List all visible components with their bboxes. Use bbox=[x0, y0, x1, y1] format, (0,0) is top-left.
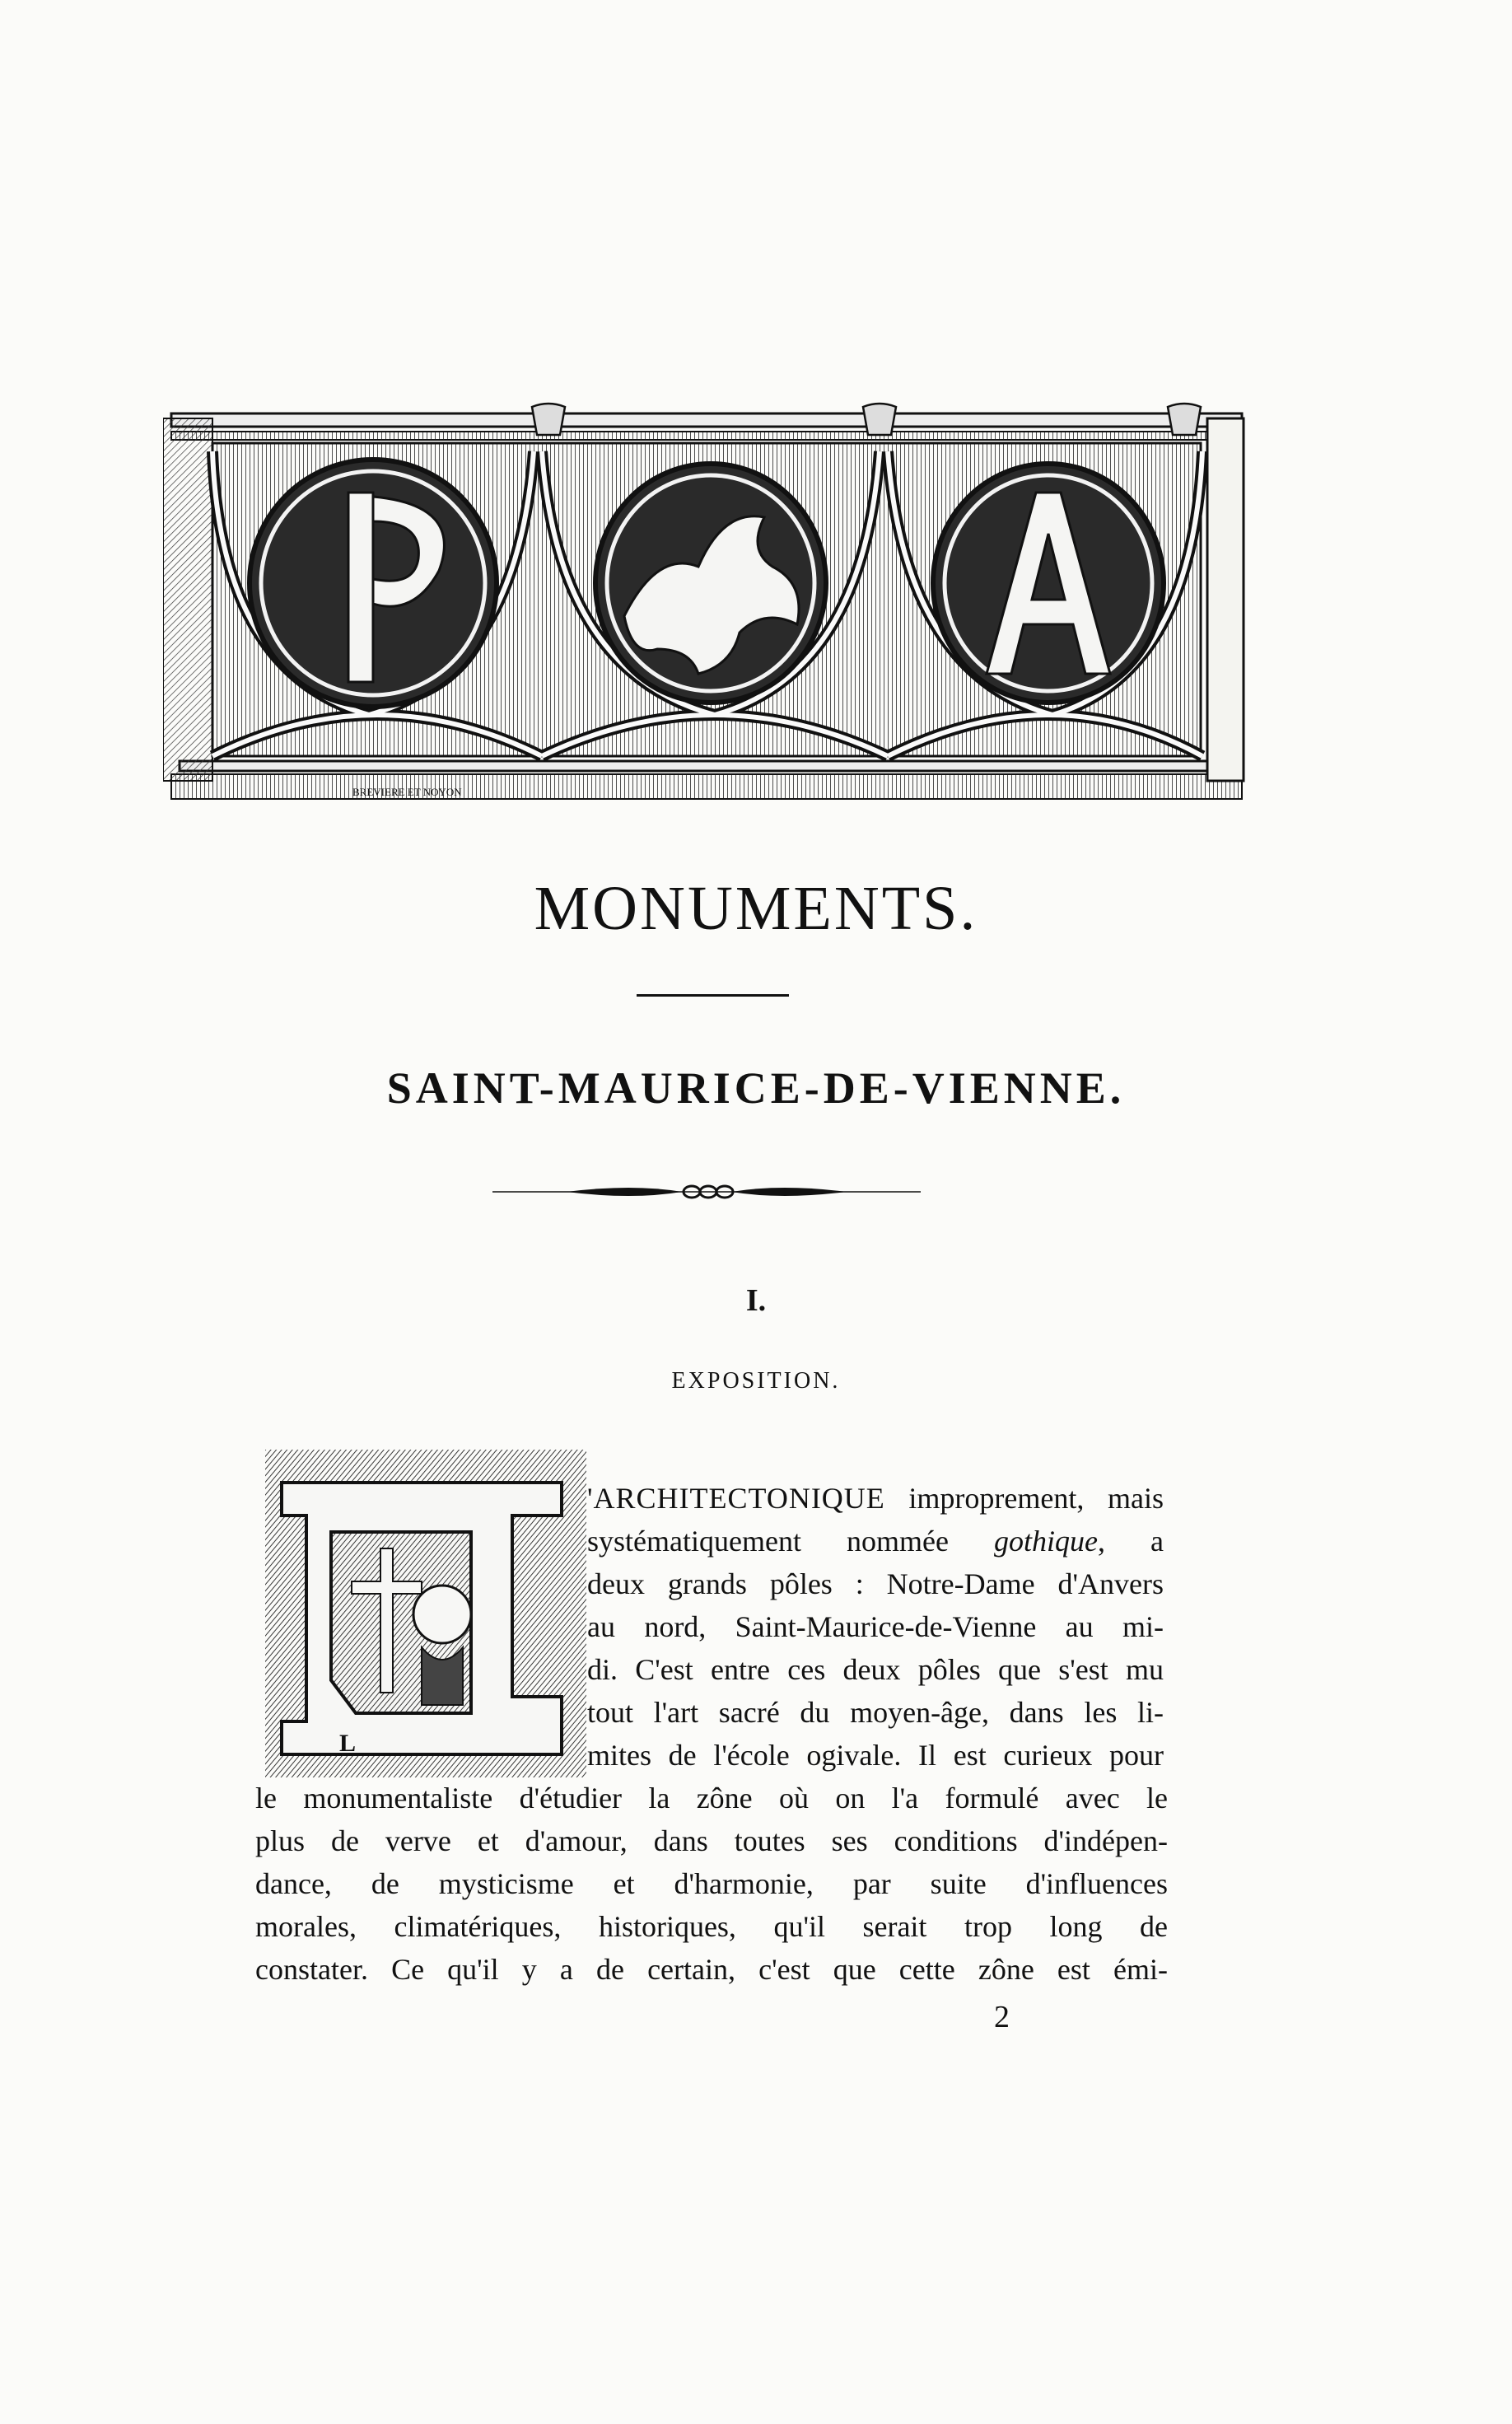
body-line-1 bbox=[587, 1477, 1164, 1520]
gothic-balustrade-engraving bbox=[163, 402, 1250, 812]
body-line-11: morales, climatériques, historiques, qu'il serait trop long de bbox=[255, 1910, 1168, 1943]
body-line-2 bbox=[587, 1520, 1164, 1562]
page-number: 2 bbox=[994, 2000, 1010, 2034]
chapter-title: SAINT-MAURICE-DE-VIENNE. bbox=[386, 1063, 1126, 1113]
body-line-6: tout l'art sacré du moyen-âge, dans les li- bbox=[587, 1696, 1164, 1729]
section-title: EXPOSITION. bbox=[671, 1368, 841, 1394]
section-number: I. bbox=[745, 1283, 767, 1318]
drop-cap-letter: L bbox=[339, 1730, 357, 1757]
italic-term: gothique bbox=[994, 1525, 1098, 1558]
body-text-span: improprement, mais bbox=[884, 1482, 1164, 1515]
opening-word: 'ARCHITECTONIQUE bbox=[587, 1482, 885, 1515]
ornamental-divider bbox=[492, 1179, 921, 1204]
body-line-5: di. C'est entre ces deux pôles que s'est mu bbox=[587, 1653, 1164, 1686]
body-text-span: systématiquement nommée bbox=[587, 1525, 994, 1558]
body-line-10: dance, de mysticisme et d'harmonie, par suite d'influences bbox=[255, 1867, 1168, 1900]
body-line-3: deux grands pôles : Notre-Dame d'Anvers bbox=[587, 1567, 1164, 1600]
body-text-span: , a bbox=[1097, 1525, 1164, 1558]
body-line-8: le monumentaliste d'étudier la zône où on l'a formulé avec le bbox=[255, 1782, 1168, 1814]
illuminated-drop-cap bbox=[265, 1450, 586, 1777]
engraver-signature: BREVIERE ET NOYON bbox=[352, 786, 462, 798]
title-rule bbox=[637, 994, 789, 997]
body-line-9: plus de verve et d'amour, dans toutes ses conditions d'indépen- bbox=[255, 1824, 1168, 1857]
page-title: MONUMENTS. bbox=[534, 874, 978, 943]
body-line-4: au nord, Saint-Maurice-de-Vienne au mi- bbox=[587, 1610, 1164, 1643]
body-line-12: constater. Ce qu'il y a de certain, c'est que cette zône est émi- bbox=[255, 1953, 1168, 1986]
body-line-7: mites de l'école ogivale. Il est curieux pour bbox=[587, 1739, 1164, 1772]
